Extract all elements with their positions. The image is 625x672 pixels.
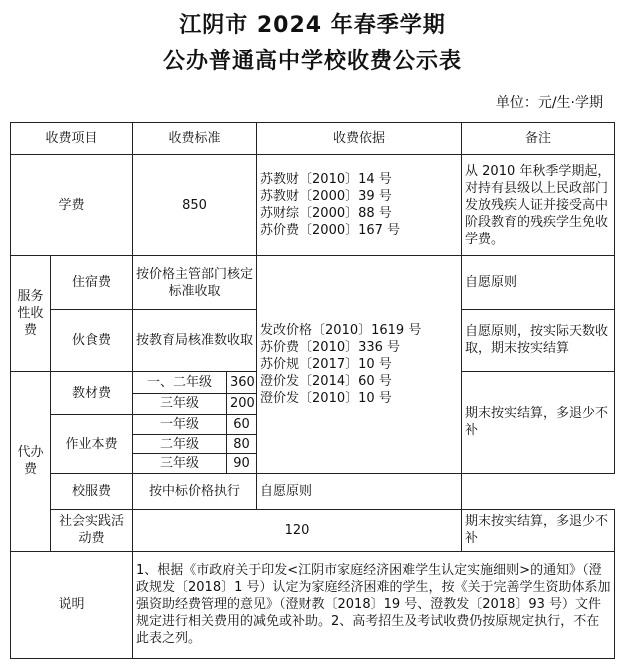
- basis-line: 苏教财〔2000〕39 号: [260, 189, 392, 205]
- header-standard: 收费标准: [133, 123, 257, 155]
- tuition-label: 学费: [11, 155, 133, 256]
- basis-line: 发改价格〔2010〕1619 号: [260, 323, 422, 339]
- page-title-line2: 公办普通高中学校收费公示表: [162, 49, 462, 74]
- materials-remark: 期末按实结算，多退少不补: [462, 371, 615, 473]
- practice-remark: 期末按实结算，多退少不补: [462, 510, 615, 551]
- practice-label: 社会实践活动费: [51, 510, 133, 551]
- tuition-basis: [257, 155, 462, 256]
- basis-line: 苏价规〔2017〕10 号: [260, 357, 392, 373]
- agency-group-label: 代办费: [11, 371, 51, 551]
- notes-label: 说明: [11, 551, 133, 659]
- agency-basis: [257, 256, 462, 474]
- textbook-label: 教材费: [51, 371, 133, 414]
- workbook-amount: 80: [227, 434, 257, 454]
- meals-standard: 按教育局核准数收取: [133, 309, 257, 371]
- tuition-remark: 从 2010 年秋季学期起，对持有县级以上民政部门发放残疾人证并接受高中阶段教育的残疾学生免收学费。: [462, 155, 615, 256]
- textbook-grade: 一、二年级: [133, 371, 227, 393]
- table-row: [11, 510, 615, 551]
- workbook-amount: 90: [227, 454, 257, 474]
- header-item: 收费项目: [11, 123, 133, 155]
- page-title-line1: 江阴市 2024 年春季学期: [179, 13, 446, 38]
- textbook-grade: 三年级: [133, 393, 227, 415]
- uniform-label: 校服费: [51, 474, 133, 510]
- basis-line: 澄价发〔2014〕60 号: [260, 374, 392, 390]
- basis-line: 苏价费〔2010〕336 号: [260, 340, 401, 356]
- basis-line: 澄价发〔2010〕10 号: [260, 391, 392, 407]
- table-row: [11, 551, 615, 659]
- lodging-remark: 自愿原则: [462, 256, 615, 310]
- service-group-label: 服务性收费: [11, 256, 51, 372]
- basis-line: 苏价费〔2000〕167 号: [260, 223, 401, 239]
- uniform-standard: 按中标价格执行: [133, 474, 257, 510]
- workbook-grade: 一年级: [133, 415, 227, 435]
- basis-line: 苏财综〔2000〕88 号: [260, 206, 392, 222]
- unit-label: 单位：元/生·学期: [495, 95, 603, 111]
- uniform-remark: 自愿原则: [257, 474, 462, 510]
- workbook-amount: 60: [227, 415, 257, 435]
- table-row: [11, 474, 615, 510]
- notes-text: 1、根据《市政府关于印发<江阴市家庭经济困难学生认定实施细则>的通知》（澄政规发〔2018〕1 号）认定为家庭经济困难的学生，按《关于完善学生资助体系加强资助经费管理的意见》（澄财教〔2018〕19 号、澄教发〔2018〕93 号）文件规定进行相关费用的减免或补助。2、高考招生及考试收费仍按原规定执行，不在此表之列。: [133, 551, 615, 659]
- table-row: [11, 155, 615, 256]
- header-remarks: 备注: [462, 123, 615, 155]
- fee-table: [10, 122, 615, 659]
- lodging-label: 住宿费: [51, 256, 133, 310]
- header-basis: 收费依据: [257, 123, 462, 155]
- workbook-grade: 二年级: [133, 434, 227, 454]
- basis-line: 苏教财〔2010〕14 号: [260, 172, 392, 188]
- workbook-grade: 三年级: [133, 454, 227, 474]
- lodging-standard: 按价格主管部门核定标准收取: [133, 256, 257, 310]
- textbook-amount: 360: [227, 371, 257, 393]
- textbook-amount: 200: [227, 393, 257, 415]
- practice-value: 120: [133, 510, 462, 551]
- meals-remark: 自愿原则，按实际天数收取，期末按实结算: [462, 309, 615, 371]
- tuition-value: 850: [133, 155, 257, 256]
- meals-label: 伙食费: [51, 309, 133, 371]
- table-row: [11, 256, 615, 310]
- workbook-label: 作业本费: [51, 415, 133, 474]
